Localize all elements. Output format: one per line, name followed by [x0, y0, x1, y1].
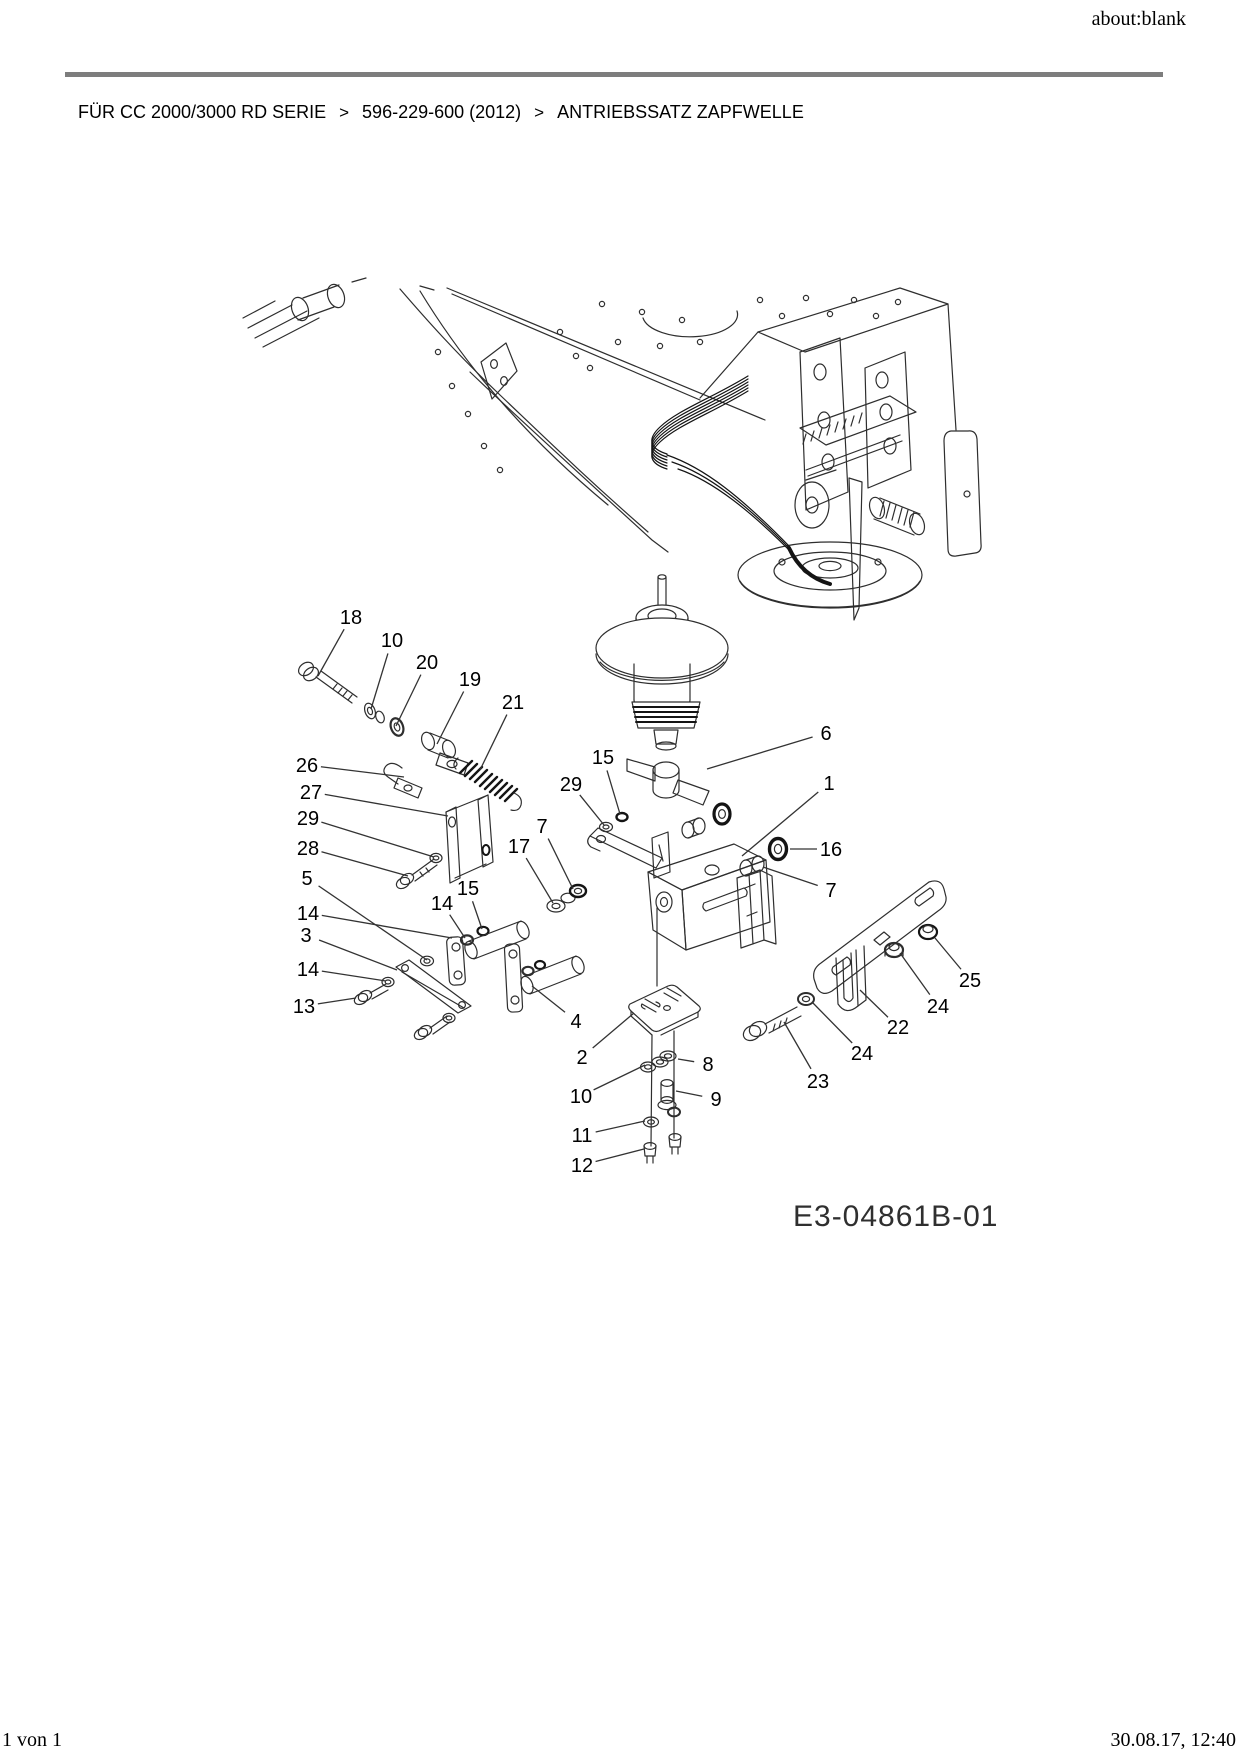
callout-leader-26: [321, 767, 404, 777]
callout-leader-8: [678, 1059, 694, 1062]
callout-label-12: 12: [570, 1155, 594, 1177]
lower-linkage: [352, 920, 586, 1042]
callout-leader-3: [319, 940, 397, 970]
callout-leader-9: [676, 1091, 702, 1096]
callout-leader-2: [593, 1013, 634, 1048]
callout-leader-5: [319, 886, 427, 960]
mount-plate-assembly: [629, 908, 701, 1163]
callout-label-5: 5: [301, 868, 313, 890]
callout-leader-18: [318, 629, 344, 676]
callout-label-18: 18: [339, 607, 363, 629]
callout-leader-15: [473, 901, 482, 929]
callout-label-15: 15: [591, 747, 615, 769]
callout-leader-7: [548, 839, 573, 889]
callout-leader-10: [594, 1065, 645, 1090]
engine-console: [700, 288, 981, 556]
callout-leader-29: [321, 822, 434, 857]
engine-pulley: [738, 542, 922, 608]
pto-bracket-assembly: [547, 759, 787, 950]
callout-label-23: 23: [806, 1071, 830, 1093]
callout-label-21: 21: [501, 692, 525, 714]
breadcrumb-item-section: ANTRIEBSSATZ ZAPFWELLE: [557, 102, 804, 122]
breadcrumb-item-model: 596-229-600 (2012): [362, 102, 522, 122]
callout-label-17: 17: [507, 836, 531, 858]
callout-label-14: 14: [296, 959, 320, 981]
callout-label-14: 14: [430, 893, 454, 915]
callout-label-3: 3: [300, 925, 312, 947]
callout-leader-10: [371, 653, 388, 709]
callouts-layer: [293, 607, 981, 1177]
callout-label-7: 7: [536, 816, 548, 838]
callout-leader-6: [707, 737, 813, 769]
callout-leader-24: [900, 953, 930, 995]
callout-leader-14: [450, 915, 465, 938]
callout-leader-12: [596, 1149, 644, 1162]
callout-label-29: 29: [559, 774, 583, 796]
callout-label-10: 10: [380, 630, 404, 652]
callout-label-24: 24: [926, 996, 950, 1018]
tension-linkage: [296, 659, 521, 810]
diagram-code-label: E3-04861B-01: [793, 1200, 999, 1233]
callout-leader-27: [325, 794, 448, 816]
callout-leader-1: [742, 792, 818, 856]
callout-label-26: 26: [295, 755, 319, 777]
callout-leader-21: [480, 715, 507, 770]
callout-label-9: 9: [710, 1089, 722, 1111]
callout-label-2: 2: [576, 1047, 588, 1069]
callout-leader-25: [935, 938, 961, 969]
callout-leader-13: [318, 998, 356, 1004]
callout-label-24: 24: [850, 1043, 874, 1065]
callout-label-7: 7: [825, 880, 837, 902]
callout-label-28: 28: [296, 838, 320, 860]
callout-label-8: 8: [702, 1054, 714, 1076]
breadcrumb-item-series: FÜR CC 2000/3000 RD SERIE: [78, 102, 327, 122]
callout-leader-28: [321, 852, 408, 876]
callout-label-4: 4: [570, 1011, 582, 1033]
callout-label-19: 19: [458, 669, 482, 691]
callout-label-27: 27: [299, 782, 323, 804]
callout-leader-4: [532, 986, 565, 1012]
callout-label-14: 14: [296, 903, 320, 925]
callout-leader-19: [437, 691, 464, 744]
callout-label-11: 11: [571, 1125, 593, 1147]
callout-label-29: 29: [296, 808, 320, 830]
callout-label-20: 20: [415, 652, 439, 674]
callout-label-25: 25: [958, 970, 982, 992]
callout-leader-11: [596, 1121, 645, 1132]
callout-leader-23: [784, 1022, 811, 1069]
callout-label-16: 16: [819, 839, 843, 861]
callout-label-22: 22: [886, 1017, 910, 1039]
callout-leader-15: [607, 770, 620, 814]
callout-label-1: 1: [823, 773, 835, 795]
callout-leader-14: [322, 915, 452, 938]
idler-bracket-parts: [384, 763, 493, 890]
print-header-url: about:blank: [1091, 8, 1186, 30]
idler-pulley-assembly: [596, 575, 728, 750]
callout-leader-20: [396, 675, 421, 726]
breadcrumb-separator: >: [339, 103, 350, 122]
breadcrumb-separator: >: [534, 103, 545, 122]
pivot-arm-assembly: [741, 881, 946, 1043]
callout-leader-14: [322, 971, 386, 981]
callout-leader-29: [580, 795, 604, 825]
callout-leader-17: [526, 858, 553, 903]
print-footer-pages: 1 von 1: [2, 1729, 62, 1751]
callout-label-10: 10: [569, 1086, 593, 1108]
print-footer-datetime: 30.08.17, 12:40: [1110, 1729, 1236, 1751]
callout-label-13: 13: [292, 996, 316, 1018]
callout-leader-24: [812, 1002, 852, 1043]
callout-label-6: 6: [820, 723, 832, 745]
callout-leader-22: [860, 990, 888, 1017]
callout-label-15: 15: [456, 878, 480, 900]
